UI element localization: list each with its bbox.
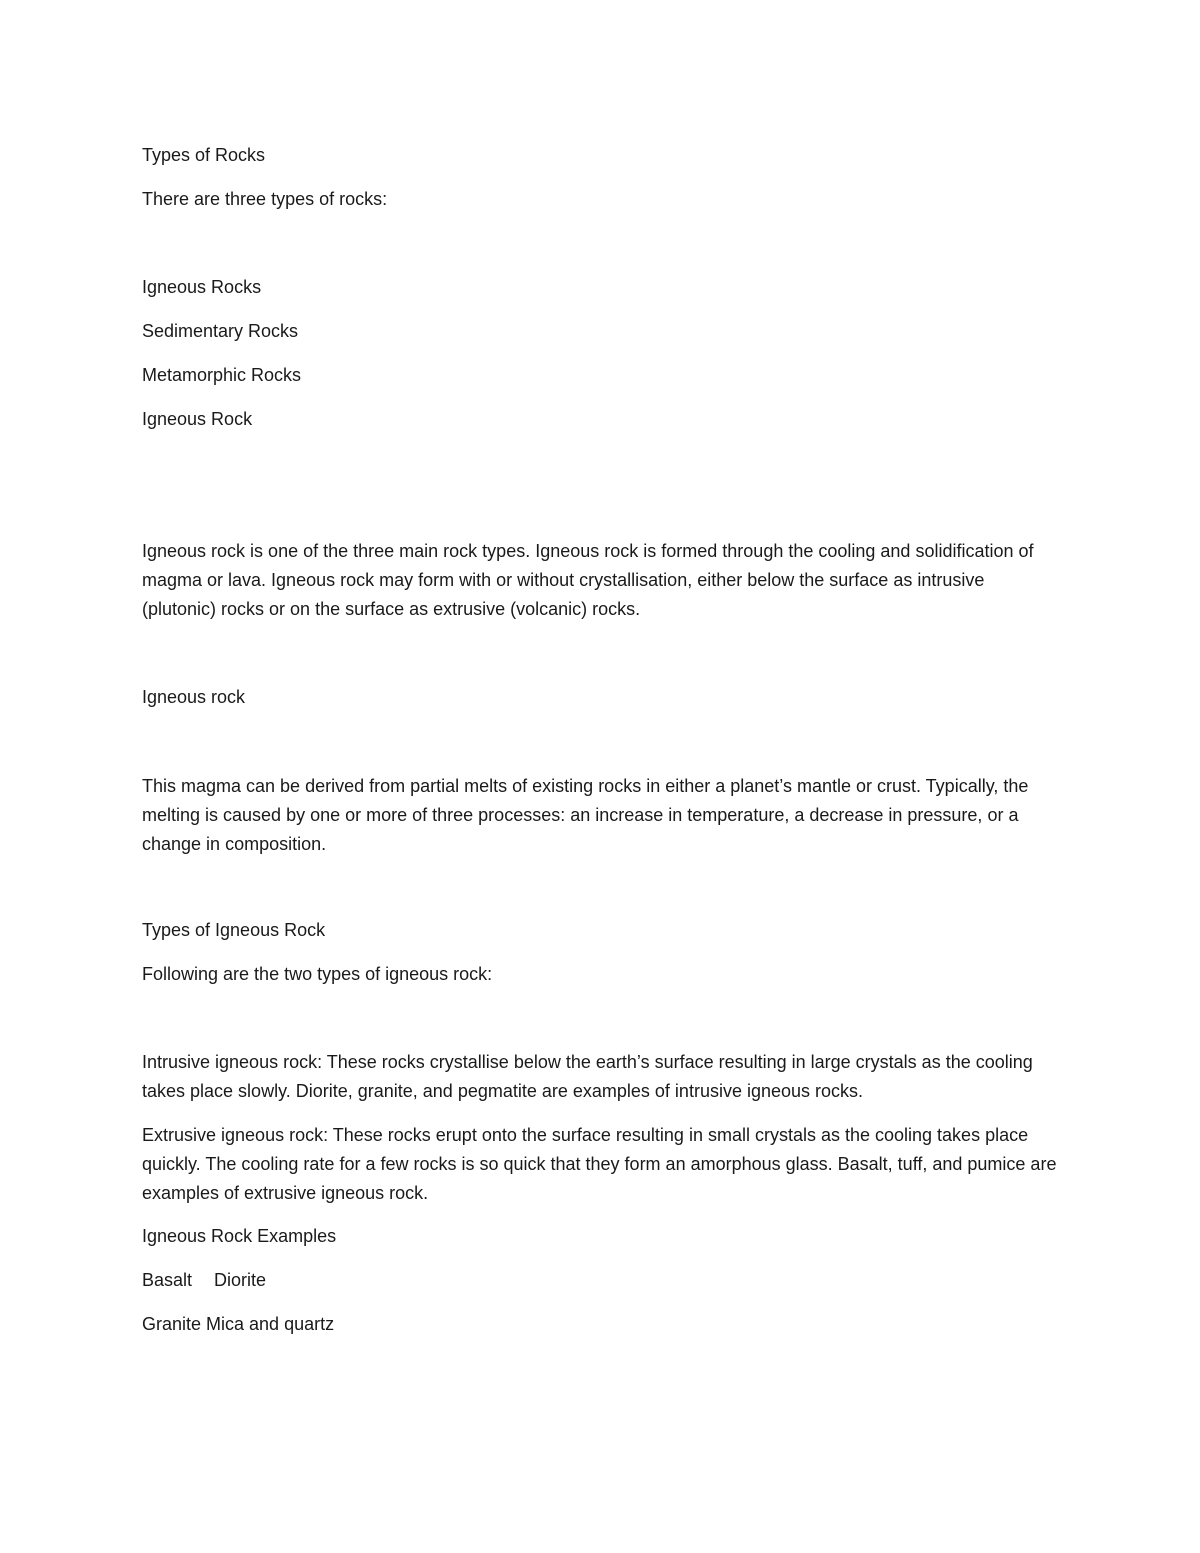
magma-paragraph: This magma can be derived from partial melts of existing rocks in either a planet’s mantle or crust. Typically, the melting is caused by one or more of three processes: an increase in temperature, a decrease in pressure, or a change in composition. <box>142 776 1029 854</box>
examples-heading: Igneous Rock Examples <box>142 1226 337 1246</box>
types-heading: Types of Igneous Rock <box>142 920 326 940</box>
example-item: Basalt <box>142 1270 193 1290</box>
intro-text: There are three types of rocks: <box>142 189 388 209</box>
rock-type-item: Igneous Rocks <box>142 277 262 297</box>
section-heading: Igneous Rock <box>142 409 253 429</box>
extrusive-paragraph: Extrusive igneous rock: These rocks erupt onto the surface resulting in small crystals as the cooling takes place quickly. The cooling rate for a few rocks is so quick that they form an amorphous glass. Basalt, tuff, and pumice are examples of extrusive igneous rock. <box>142 1125 1057 1203</box>
examples-row <box>142 1266 266 1295</box>
example-item: Diorite <box>214 1270 267 1290</box>
intrusive-paragraph: Intrusive igneous rock: These rocks crystallise below the earth’s surface resulting in large crystals as the cooling takes place slowly. Diorite, granite, and pegmatite are examples of intrusive igneous rocks. <box>142 1052 1033 1101</box>
types-intro: Following are the two types of igneous rock: <box>142 964 493 984</box>
examples-row: Granite Mica and quartz <box>142 1314 335 1334</box>
image-caption: Igneous rock <box>142 687 246 707</box>
document-title: Types of Rocks <box>142 145 266 165</box>
rock-type-item: Metamorphic Rocks <box>142 365 302 385</box>
definition-paragraph: Igneous rock is one of the three main rock types. Igneous rock is formed through the cooling and solidification of magma or lava. Igneous rock may form with or without crystallisation, either below the surface as intrusive (plutonic) rocks or on the surface as extrusive (volcanic) rocks. <box>142 541 1034 619</box>
rock-type-item: Sedimentary Rocks <box>142 321 299 341</box>
